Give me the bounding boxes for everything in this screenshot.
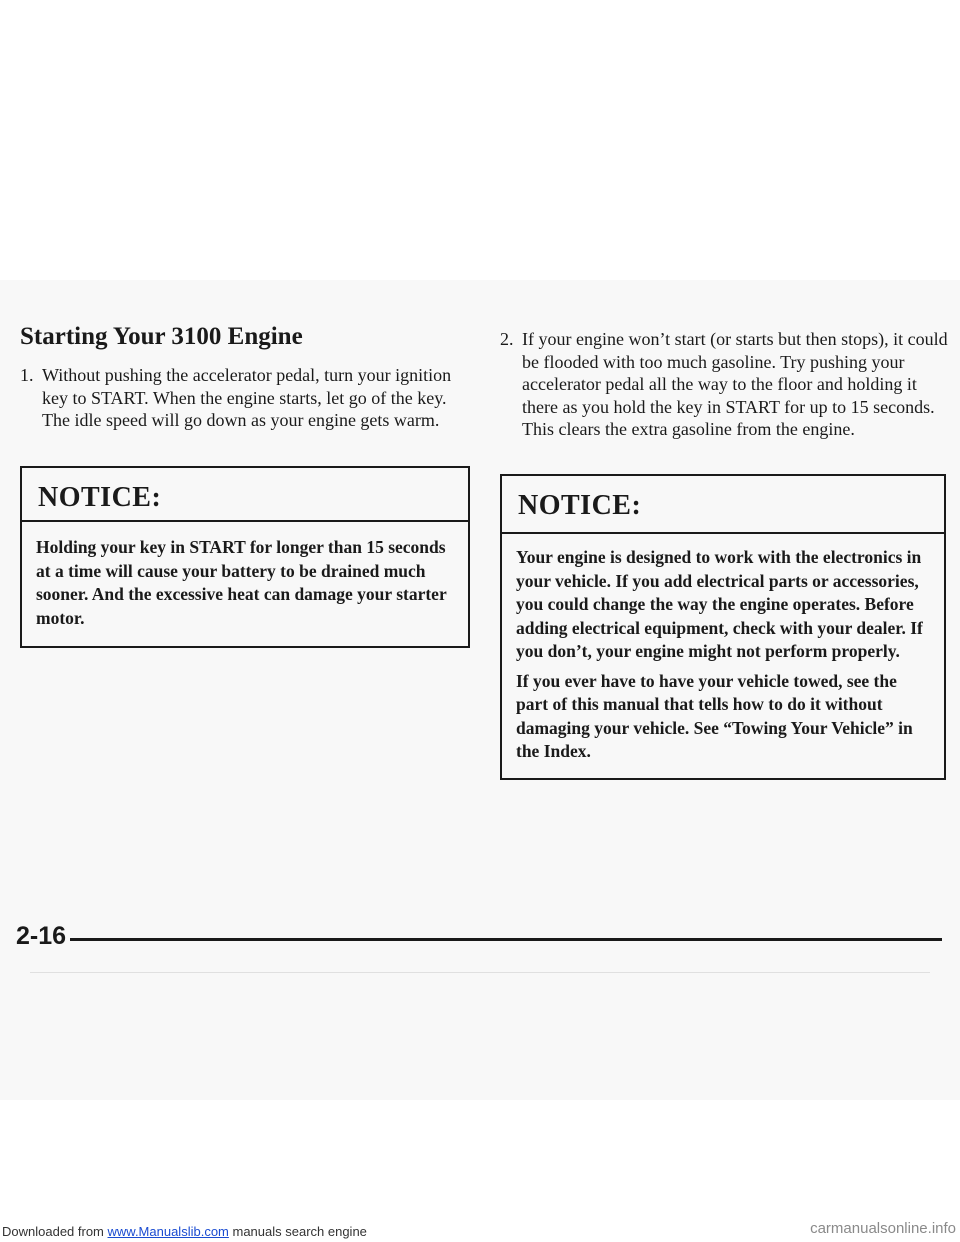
manualslib-link[interactable]: www.Manualslib.com — [107, 1224, 229, 1239]
left-notice-box — [20, 466, 470, 648]
step-2 — [500, 328, 950, 441]
section-heading: Starting Your 3100 Engine — [20, 323, 303, 350]
notice-paragraph: Your engine is designed to work with the electronics in your vehicle. If you add electrical parts or accessories, you could change the way the engine operates. Before adding electrical equipment, check with your dealer. If you don’t, your engine might not perform properly. — [516, 547, 923, 661]
step-text: If your engine won’t start (or starts but then stops), it could be flooded with too much gasoline. Try pushing your accelerator pedal all the way to the floor and holding it there as you hold the key in START for up to 15 seconds. This clears the extra gasoline from the engine. — [522, 329, 948, 439]
scan-artifact-line — [30, 972, 930, 973]
step-number: 1. — [20, 365, 34, 385]
notice-paragraph: Holding your key in START for longer than 15 seconds at a time will cause your battery to be drained much sooner. And the excessive heat can damage your starter motor. — [36, 537, 447, 628]
notice-title: NOTICE: — [22, 468, 468, 522]
notice-body — [22, 522, 468, 646]
page-top-margin — [0, 0, 960, 280]
download-banner — [0, 1222, 960, 1242]
notice-title: NOTICE: — [502, 476, 944, 534]
left-column — [20, 322, 470, 432]
right-column — [500, 328, 950, 441]
footer-rule — [70, 938, 942, 941]
watermark-text: carmanualsonline.info — [810, 1220, 956, 1237]
step-1 — [20, 364, 470, 432]
step-text: Without pushing the accelerator pedal, turn your ignition key to START. When the engine starts, let go of the key. The idle speed will go down as your engine gets warm. — [42, 365, 452, 430]
page-number: 2-16 — [16, 922, 67, 950]
download-suffix: manuals search engine — [228, 1224, 367, 1239]
download-prefix: Downloaded from — [2, 1224, 108, 1239]
step-number: 2. — [500, 329, 514, 349]
notice-body — [502, 534, 944, 778]
download-notice — [2, 1224, 367, 1239]
right-notice-box — [500, 474, 946, 780]
notice-paragraph: If you ever have to have your vehicle towed, see the part of this manual that tells how to do it without damaging your vehicle. See “Towing Your Vehicle” in the Index. — [516, 670, 913, 761]
